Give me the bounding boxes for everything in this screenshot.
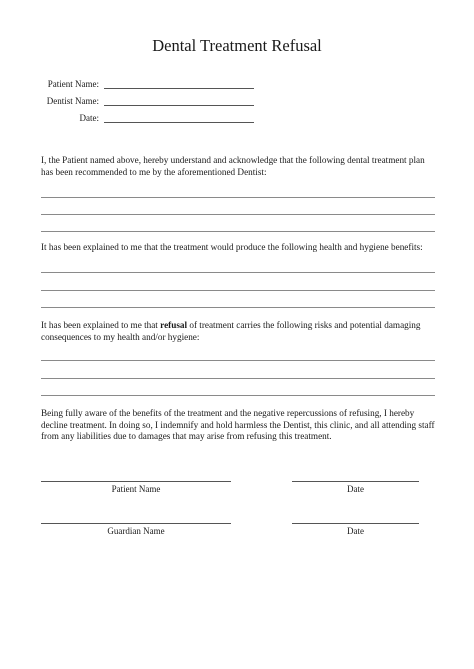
date-label: Date: (79, 113, 99, 123)
risks-answer-line-3[interactable] (41, 395, 435, 396)
plan-answer-line-3[interactable] (41, 231, 435, 232)
benefits-answer-line-1[interactable] (41, 272, 435, 273)
document-title: Dental Treatment Refusal (152, 36, 322, 55)
patient-name-signature-label: Patient Name (111, 484, 161, 494)
date-line[interactable] (104, 122, 254, 123)
patient-name-line[interactable] (104, 88, 254, 89)
guardian-date-line[interactable] (292, 523, 419, 524)
plan-answer-line-2[interactable] (41, 214, 435, 215)
patient-signature-line[interactable] (41, 481, 231, 482)
treatment-plan-text: I, the Patient named above, hereby understand and acknowledge that the following dental treatment plan has been recommended to me by the aforementioned Dentist: (41, 155, 425, 177)
patient-name-field[interactable] (0, 78, 474, 92)
risks-text-refusal: refusal (160, 320, 188, 330)
guardian-date-label: Date (347, 526, 364, 536)
benefits-text: It has been explained to me that the treatment would produce the following health and hygiene benefits: (41, 242, 423, 252)
guardian-name-signature-label: Guardian Name (107, 526, 165, 536)
declaration-text: Being fully aware of the benefits of the treatment and the negative repercussions of refusing, I hereby decline treatment. In doing so, I indemnify and hold harmless the Dentist, this clinic, and all attending staff from any liabilities due to damages that may arise from refusing this treatment. (41, 408, 435, 441)
risks-answer-line-1[interactable] (41, 360, 435, 361)
date-field[interactable] (0, 112, 474, 126)
patient-date-line[interactable] (292, 481, 419, 482)
risks-answer-line-2[interactable] (41, 378, 435, 379)
benefits-answer-line-2[interactable] (41, 290, 435, 291)
risks-text (41, 320, 439, 343)
plan-answer-line-1[interactable] (41, 197, 435, 198)
patient-name-label: Patient Name: (47, 79, 99, 89)
dentist-name-field[interactable] (0, 95, 474, 109)
dentist-name-label: Dentist Name: (46, 96, 99, 106)
risks-text-before: It has been explained to me that (41, 320, 161, 330)
dentist-name-line[interactable] (104, 105, 254, 106)
risks-text-after: of treatment carries the following risks and potential damaging consequences to my health and/or hygiene: (41, 320, 421, 342)
guardian-signature-line[interactable] (41, 523, 231, 524)
patient-date-label: Date (347, 484, 364, 494)
benefits-answer-line-3[interactable] (41, 307, 435, 308)
